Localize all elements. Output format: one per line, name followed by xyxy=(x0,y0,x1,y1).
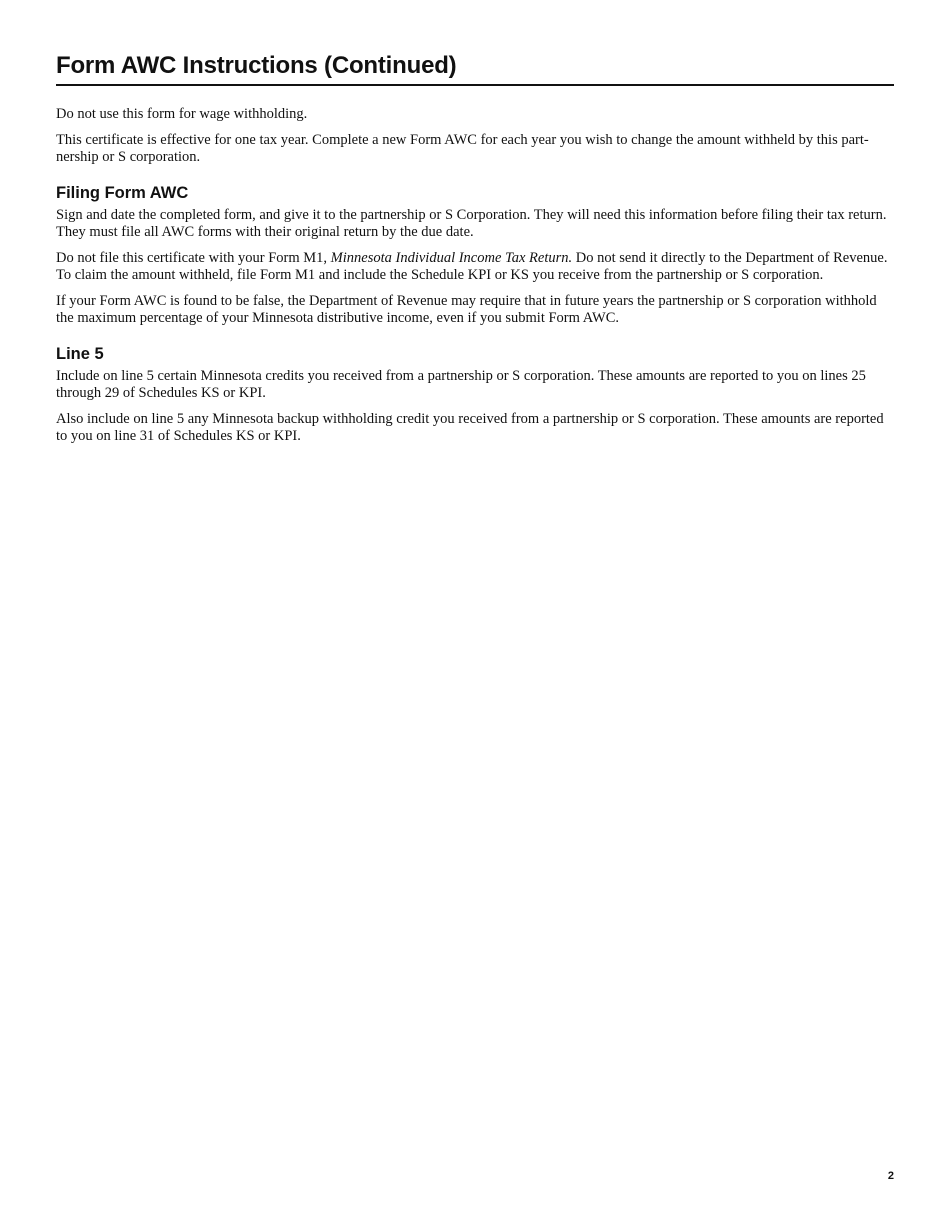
filing-paragraph-3: If your Form AWC is found to be false, the Department of Revenue may require that in future years the partnership or S corporation withhold the maximum percentage of your Minnesota distributive income, even if you submit Form AWC. xyxy=(56,292,877,326)
filing-paragraph-2-start: Do not file this certificate with your Form M1, xyxy=(56,249,331,266)
section-heading-line-5: Line 5 xyxy=(56,344,104,363)
filing-paragraph-2 xyxy=(56,250,894,285)
form-m1-title: Minnesota Individual Income Tax Return. xyxy=(330,249,573,266)
line5-paragraph-1: Include on line 5 certain Minnesota credits you received from a partnership or S corporation. These amounts are reported to you on lines 25 through 29 of Schedules KS or KPI. xyxy=(56,367,866,401)
section-heading-filing: Filing Form AWC xyxy=(56,183,189,202)
document-body xyxy=(56,106,894,446)
document-page xyxy=(56,50,894,454)
filing-paragraph-1: Sign and date the completed form, and give it to the partnership or S Corporation. They will need this information before filing their tax return. They must file all AWC forms with their original return by the due date. xyxy=(56,206,887,240)
intro-paragraph-1: Do not use this form for wage withholding. xyxy=(56,106,308,122)
intro-paragraph-2: This certificate is effective for one tax year. Complete a new Form AWC for each year you wish to change the amount withheld by this part-nership or S corporation. xyxy=(56,131,869,165)
page-title: Form AWC Instructions (Continued) xyxy=(56,50,894,86)
line5-paragraph-2: Also include on line 5 any Minnesota backup withholding credit you received from a partnership or S corporation. These amounts are reported to you on line 31 of Schedules KS or KPI. xyxy=(56,410,884,444)
page-number: 2 xyxy=(887,1170,894,1182)
filing-paragraph-2-end: Do not send it directly to the Department of Revenue. To claim the amount withheld, file Form M1 and include the Schedule KPI or KS you receive from the partnership or S corporation. xyxy=(56,249,888,283)
